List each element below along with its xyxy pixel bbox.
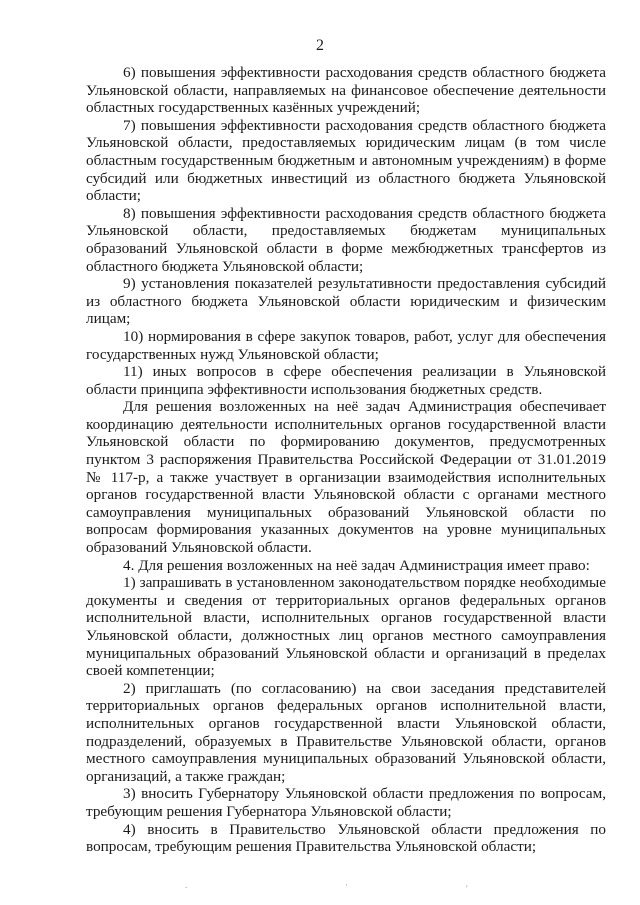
paragraph-item-7: 7) повышения эффективности расходования средств областного бюджета Ульяновской области, предоставляемых юридическим лицам (в том числе областным государственным бюджетным и автономным учреждениям) в форме субсидий или бюджетных инвестиций из областного бюджета Ульяновской области; xyxy=(86,116,606,205)
scan-artifact: . xyxy=(185,880,188,890)
document-body xyxy=(86,64,606,856)
scan-artifact: · xyxy=(345,880,348,890)
paragraph-item-10: 10) нормирования в сфере закупок товаров, работ, услуг для обеспечения государственных нужд Ульяновской области; xyxy=(86,327,606,363)
paragraph-item-6: 6) повышения эффективности расходования средств областного бюджета Ульяновской области, направляемых на финансовое обеспечение деятельности областных государственных казённых учреждений; xyxy=(86,64,606,117)
paragraph-item-8: 8) повышения эффективности расходования средств областного бюджета Ульяновской области, предоставляемых бюджетам муниципальных образований Ульяновской области в форме межбюджетных трансфертов из областного бюджета Ульяновской области; xyxy=(86,204,606,275)
paragraph-right-2: 2) приглашать (по согласованию) на свои заседания представителей территориальных органов федеральных органов исполнительной власти, исполнительных органов государственной власти Ульяновской области, подразделений, образуемых в Правительстве Ульяновской области, органов местного самоуправления муниципальных образований Ульяновской области, организаций, а также граждан; xyxy=(86,679,606,785)
page-number: 2 xyxy=(316,37,324,54)
paragraph-right-4: 4) вносить в Правительство Ульяновской области предложения по вопросам, требующим решения Правительства Ульяновской области; xyxy=(86,820,606,856)
paragraph-right-1: 1) запрашивать в установленном законодательством порядке необходимые документы и сведения от территориальных органов федеральных органов исполнительной власти, исполнительных органов государственной власти Ульяновской области, должностных лиц органов местного самоуправления муниципальных образований Ульяновской области и организаций в пределах своей компетенции; xyxy=(86,574,606,680)
paragraph-right-3: 3) вносить Губернатору Ульяновской области предложения по вопросам, требующим решения Губернатора Ульяновской области; xyxy=(86,785,606,820)
paragraph-section-4-heading: 4. Для решения возложенных на неё задач Администрация имеет право: xyxy=(123,556,590,574)
paragraph-coordination: Для решения возложенных на неё задач Администрация обеспечивает координацию деятельности исполнительных органов государственной власти Ульяновской области по формированию документов, предусмотренных пунктом 3 распоряжения Правительства Российской Федерации от 31.01.2019 № 117-р, а также участвует в организации взаимодействия исполнительных органов государственной власти Ульяновской области с органами местного самоуправления муниципальных образований Ульяновской области по вопросам формирования указанных документов на уровне муниципальных образований Ульяновской области. xyxy=(86,398,606,557)
scan-artifact: ' xyxy=(466,884,468,894)
paragraph-item-11: 11) иных вопросов в сфере обеспечения реализации в Ульяновской области принципа эффективности использования бюджетных средств. xyxy=(86,363,606,398)
paragraph-item-9: 9) установления показателей результативности предоставления субсидий из областного бюджета Ульяновской области юридическим и физическим лицам; xyxy=(86,275,606,328)
